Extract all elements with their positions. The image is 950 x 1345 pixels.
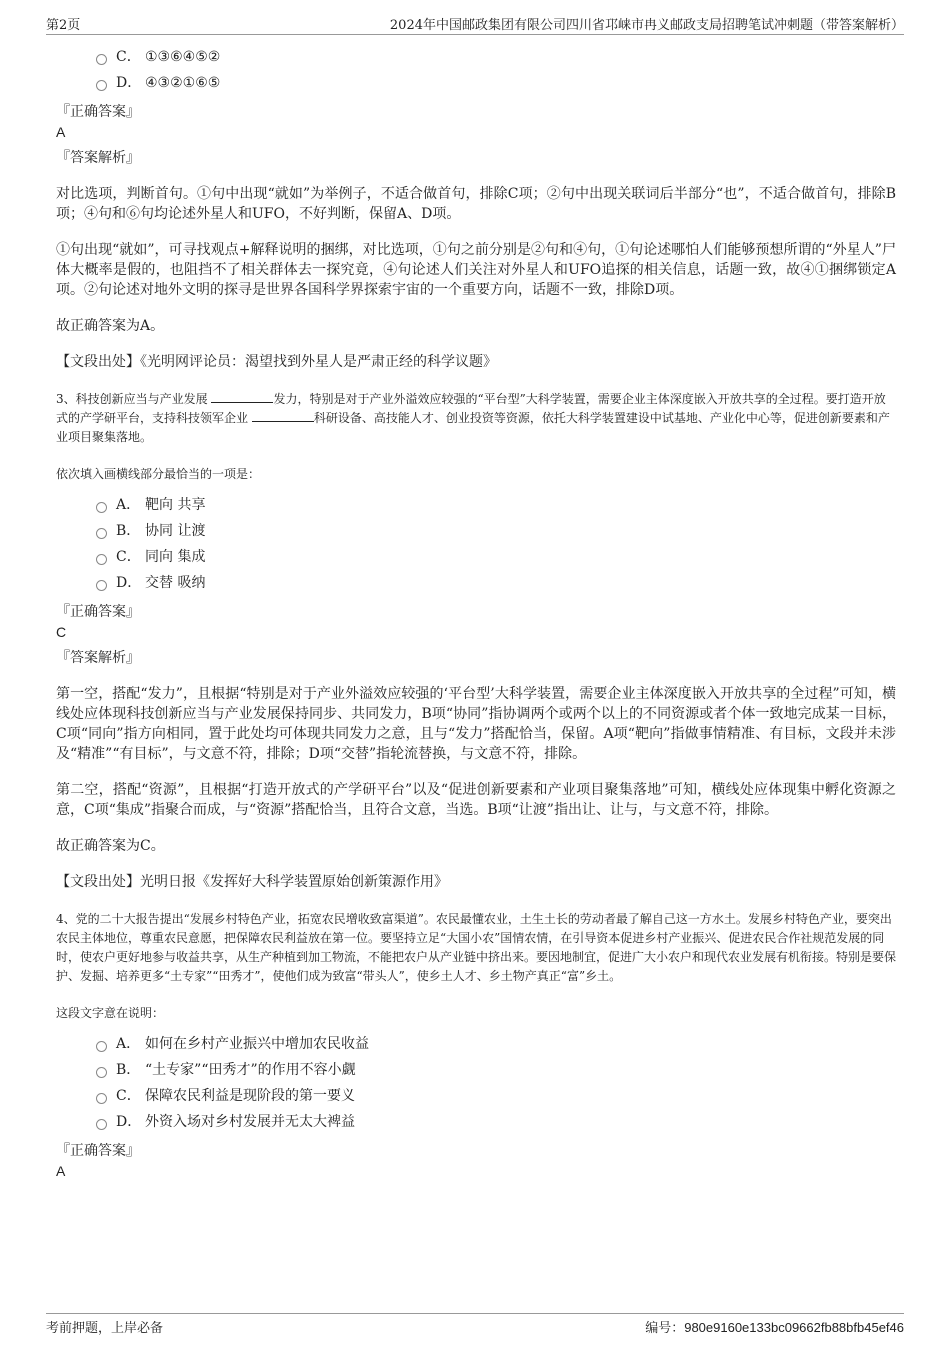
radio-icon[interactable]	[96, 1119, 107, 1130]
analysis-paragraph: 第二空，搭配“资源”，且根据“打造开放式的产学研平台”以及“促进创新要素和产业项目聚集落地”可知，横线处应体现集中孵化资源之意，C项“集成”指聚合而成，与“资源”搭配恰当，且符合文意，当选。B项“让渡”指出让、让与，与文意不符，排除。	[56, 782, 896, 818]
analysis-paragraph: 第一空，搭配“发力”，且根据“特别是对于产业外溢效应较强的‘平台型’大科学装置，需要企业主体深度嵌入开放共享的全过程”可知，横线处应体现科技创新应当与产业发展保持同步、共同发力，B项“协同”指协调两个或两个以上的不同资源或者个体一致地完成某一目标，C项“同向”指方向相同，置于此处均可体现共同发力之意，且与“发力”搭配恰当，保留。A项“靶向”指做事情精准、有目标，文段并未涉及“精准”“有目标”，与文意不符，排除；D项“交替”指轮流替换，与文意不符，排除。	[56, 686, 896, 762]
answer-label: 『正确答案』	[56, 604, 140, 620]
q2-option-c[interactable]: C． ①③⑥④⑤②	[56, 44, 896, 70]
radio-icon[interactable]	[96, 1093, 107, 1104]
analysis-paragraph: ①句出现“就如”，可寻找观点+解释说明的捆绑，对比选项，①句之前分别是②句和④句，①句论述哪怕人们能够预想所谓的“外星人”尸体大概率是假的，也阻挡不了相关群体去一探究竟，④句论述人们关注对外星人和UFO追探的相关信息，话题一致，故④①捆绑锁定A项。②句论述对地外文明的探寻是世界各国科学界探索宇宙的一个重要方向，话题不一致，排除D项。	[56, 242, 896, 298]
document-body	[56, 44, 896, 1181]
q4-options	[56, 1031, 896, 1135]
q3-option-a[interactable]: A． 靶向 共享	[56, 492, 896, 518]
analysis-label: 『答案解析』	[56, 150, 140, 166]
q3-option-b[interactable]: B． 协同 让渡	[56, 518, 896, 544]
radio-icon[interactable]	[96, 528, 107, 539]
question-prompt: 依次填入画横线部分最恰当的一项是：	[56, 467, 261, 481]
q3-options	[56, 492, 896, 596]
q4-option-b[interactable]: B． “土专家”“田秀才”的作用不容小觑	[56, 1057, 896, 1083]
blank-line	[211, 392, 273, 403]
question-stem: 3、科技创新应当与产业发展 发力，特别是对于产业外溢效应较强的“平台型”大科学装置，需要企业主体深度嵌入开放共享的全过程。要打造开放式的产学研平台，支持科技领军企业 科研设备、高技能人才、创业投资等资源，依托大科学装置建设中试基地、产业化中心等，促进创新要素和产业项目聚集落地。	[56, 392, 890, 444]
q2-option-d[interactable]: D． ④③②①⑥⑤	[56, 70, 896, 96]
page-header	[46, 12, 904, 35]
source-citation: 【文段出处】《光明网评论员：渴望找到外星人是严肃正经的科学议题》	[56, 354, 497, 370]
page-footer	[46, 1313, 904, 1338]
answer-label: 『正确答案』	[56, 1143, 140, 1159]
source-citation: 【文段出处】光明日报《发挥好大科学装置原始创新策源作用》	[56, 874, 448, 890]
document-code: 编号：980e9160e133bc09662fb88bfb45ef46	[645, 1320, 904, 1336]
q3-option-c[interactable]: C． 同向 集成	[56, 544, 896, 570]
q4-option-d[interactable]: D． 外资入场对乡村发展并无太大裨益	[56, 1109, 896, 1135]
document-title: 2024年中国邮政集团有限公司四川省邛崃市冉义邮政支局招聘笔试冲刺题（带答案解析）	[389, 18, 904, 33]
question-stem: 4、党的二十大报告提出“发展乡村特色产业，拓宽农民增收致富渠道”。农民最懂农业，土生土长的劳动者最了解自己这一方水土。发展乡村特色产业，要突出农民主体地位，尊重农民意愿，把保障农民利益放在第一位。要坚持立足“大国小农”国情农情，在引导资本促进乡村产业振兴、促进农民合作社规范发展的同时，使农户更好地参与收益共享，从生产种植到加工物流，不能把农户从产业链中挤出来。要因地制宜，促进广大小农户和现代农业发展有机衔接。特别是要保护、发掘、培养更多“土专家”“田秀才”，使他们成为致富“带头人”，使乡土人才、乡土物产真正“富”乡土。	[56, 912, 897, 983]
analysis-label: 『答案解析』	[56, 650, 140, 666]
q2-options	[56, 44, 896, 96]
q3-option-d[interactable]: D． 交替 吸纳	[56, 570, 896, 596]
radio-icon[interactable]	[96, 1041, 107, 1052]
page-number: 第2页	[46, 18, 81, 33]
radio-icon[interactable]	[96, 1067, 107, 1078]
radio-icon[interactable]	[96, 580, 107, 591]
answer-value: A	[56, 1163, 66, 1179]
analysis-conclusion: 故正确答案为C。	[56, 838, 165, 854]
q4-option-a[interactable]: A． 如何在乡村产业振兴中增加农民收益	[56, 1031, 896, 1057]
radio-icon[interactable]	[96, 554, 107, 565]
analysis-paragraph: 对比选项，判断首句。①句中出现“就如”为举例子，不适合做首句，排除C项；②句中出现关联词后半部分“也”，不适合做首句，排除B项；④句和⑥句均论述外星人和UFO，不好判断，保留A、D项。	[56, 186, 896, 222]
question-prompt: 这段文字意在说明：	[56, 1006, 165, 1020]
answer-value: A	[56, 124, 66, 140]
answer-label: 『正确答案』	[56, 104, 140, 120]
analysis-conclusion: 故正确答案为A。	[56, 318, 165, 334]
blank-line	[252, 411, 314, 422]
radio-icon[interactable]	[96, 502, 107, 513]
footer-slogan: 考前押题，上岸必备	[46, 1321, 164, 1336]
q4-option-c[interactable]: C． 保障农民利益是现阶段的第一要义	[56, 1083, 896, 1109]
radio-icon[interactable]	[96, 80, 107, 91]
radio-icon[interactable]	[96, 54, 107, 65]
answer-value: C	[56, 624, 67, 640]
